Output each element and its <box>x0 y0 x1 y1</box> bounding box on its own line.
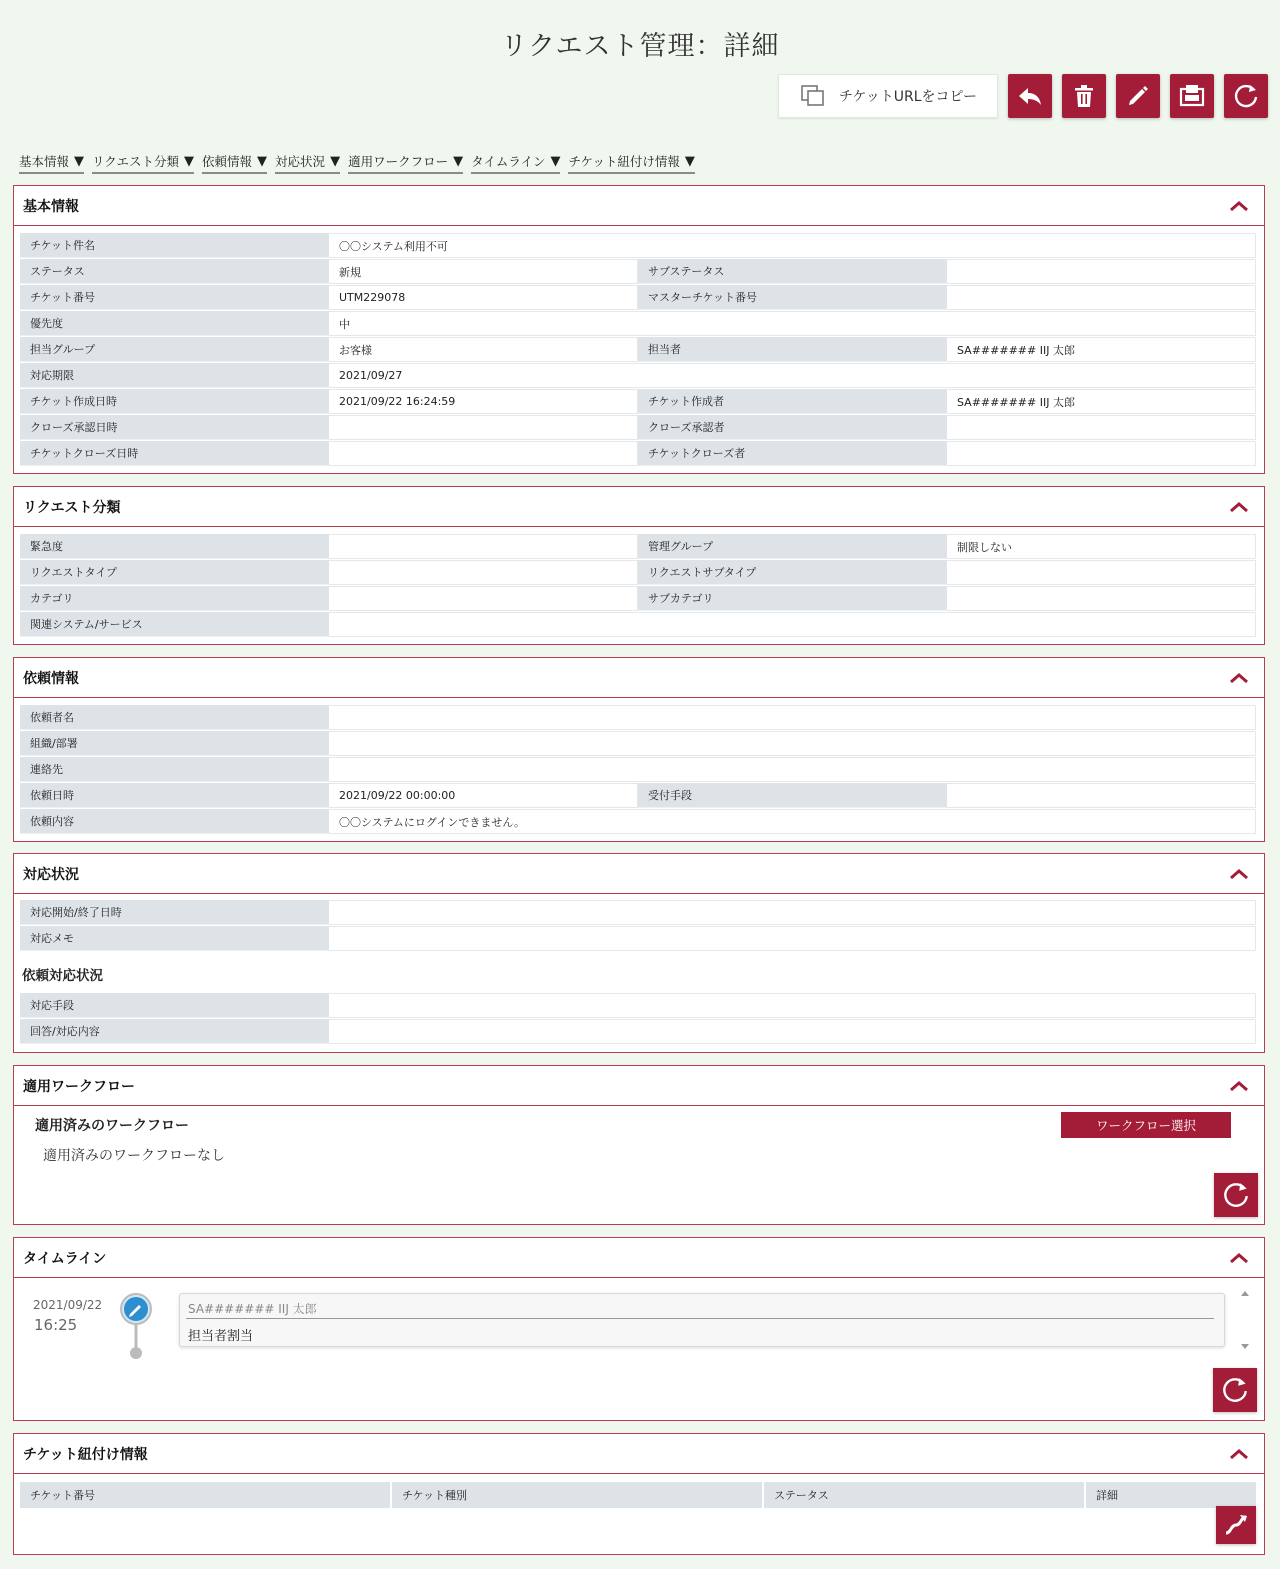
copy-icon <box>801 85 825 107</box>
anchor-timeline[interactable]: タイムライン ▼ <box>471 152 560 174</box>
triangle-down-icon: ▼ <box>453 153 464 169</box>
timeline-section <box>13 1237 1265 1421</box>
field-row: 依頼内容 〇〇システムにログインできません。 <box>20 809 1256 835</box>
field-row: 組織/部署 <box>20 731 1256 757</box>
field-row: 関連システム/サービス <box>20 612 1256 638</box>
basic-info-section <box>13 185 1265 474</box>
field-row: ステータス 新規 サブステータス <box>20 259 1256 285</box>
triangle-down-icon: ▼ <box>330 153 341 169</box>
workflow-select-button[interactable]: ワークフロー選択 <box>1061 1112 1231 1138</box>
timeline-time: 16:25 <box>34 1316 78 1334</box>
field-row: 連絡先 <box>20 757 1256 783</box>
field-row: 依頼者名 <box>20 705 1256 731</box>
section-header[interactable] <box>14 487 1264 527</box>
section-header[interactable] <box>14 1434 1264 1474</box>
workflow-section <box>13 1065 1265 1225</box>
timeline-edit-marker-icon <box>119 1292 153 1362</box>
timeline-message: 担当者割当 <box>188 1329 254 1344</box>
anchor-workflow[interactable]: 適用ワークフロー ▼ <box>348 152 463 174</box>
field-row: チケットクローズ日時 チケットクローズ者 <box>20 441 1256 467</box>
timeline-scrollbar[interactable] <box>1238 1286 1252 1354</box>
field-row: 対応メモ <box>20 926 1256 952</box>
column-header: 詳細 <box>1096 1489 1118 1502</box>
section-header[interactable] <box>14 658 1264 698</box>
refresh-button[interactable] <box>1224 74 1268 118</box>
copy-url-button[interactable] <box>778 74 998 118</box>
ticket-links-table-header <box>20 1482 1256 1508</box>
anchor-basic[interactable]: 基本情報 ▼ <box>19 152 84 174</box>
field-row: 緊急度 管理グループ 制限しない <box>20 534 1256 560</box>
triangle-down-icon: ▼ <box>184 153 195 169</box>
section-title: 基本情報 <box>23 198 79 215</box>
field-row: チケット番号 UTM229078 マスターチケット番号 <box>20 285 1256 311</box>
basic-info-grid <box>20 233 1256 467</box>
classification-section <box>13 486 1265 645</box>
section-title: 依頼情報 <box>23 670 79 687</box>
workflow-refresh-button[interactable] <box>1214 1173 1258 1217</box>
column-header: ステータス <box>764 1482 1086 1508</box>
chevron-up-icon[interactable] <box>1228 1079 1250 1093</box>
chevron-up-icon[interactable] <box>1228 500 1250 514</box>
field-row: 対応期限 2021/09/27 <box>20 363 1256 389</box>
ticket-links-section <box>13 1433 1265 1555</box>
column-header: チケット種別 <box>392 1482 764 1508</box>
triangle-down-icon: ▼ <box>257 153 268 169</box>
classification-grid <box>20 534 1256 638</box>
applied-workflow-empty: 適用済みのワークフローなし <box>43 1148 225 1164</box>
status-section <box>13 853 1265 1053</box>
chevron-up-icon[interactable] <box>1228 1447 1250 1461</box>
toolbar <box>778 74 1268 118</box>
field-row: クローズ承認日時 クローズ承認者 <box>20 415 1256 441</box>
anchor-request[interactable]: 依頼情報 ▼ <box>202 152 267 174</box>
section-header[interactable] <box>14 854 1264 894</box>
copy-url-label: チケットURLをコピー <box>839 89 977 105</box>
status-grid <box>20 900 1256 952</box>
field-row: 担当グループ お客様 担当者 SA####### IIJ 太郎 <box>20 337 1256 363</box>
section-header[interactable] <box>14 1238 1264 1278</box>
triangle-down-icon: ▼ <box>684 153 695 169</box>
back-button[interactable] <box>1008 74 1052 118</box>
anchor-nav <box>19 152 695 174</box>
field-row: 対応手段 <box>20 993 1256 1019</box>
timeline-author: SA####### IIJ 太郎 <box>188 1302 317 1316</box>
triangle-down-icon: ▼ <box>74 153 85 169</box>
request-info-section <box>13 657 1265 842</box>
chevron-up-icon[interactable] <box>1228 199 1250 213</box>
anchor-links[interactable]: チケット紐付け情報 ▼ <box>568 152 694 174</box>
field-row: チケット作成日時 2021/09/22 16:24:59 チケット作成者 SA####### IIJ 太郎 <box>20 389 1256 415</box>
section-header[interactable] <box>14 1066 1264 1106</box>
field-row: チケット件名 〇〇システム利用不可 <box>20 233 1256 259</box>
export-icon <box>1179 84 1205 108</box>
chevron-up-icon[interactable] <box>1228 867 1250 881</box>
section-header[interactable] <box>14 186 1264 226</box>
chevron-up-icon[interactable] <box>1228 1251 1250 1265</box>
page-title: リクエスト管理：詳細 <box>500 31 780 62</box>
back-icon <box>1017 84 1043 108</box>
field-row: 優先度 中 <box>20 311 1256 337</box>
timeline-date: 2021/09/22 <box>33 1298 103 1312</box>
field-row: カテゴリ サブカテゴリ <box>20 586 1256 612</box>
applied-workflow-title: 適用済みのワークフロー <box>35 1118 189 1134</box>
field-row: 回答/対応内容 <box>20 1019 1256 1045</box>
section-title: リクエスト分類 <box>23 499 121 516</box>
column-header: チケット番号 <box>20 1482 392 1508</box>
trash-icon <box>1073 84 1095 108</box>
section-title: タイムライン <box>23 1250 107 1267</box>
section-title: 対応状況 <box>23 866 79 883</box>
chevron-up-icon[interactable] <box>1228 671 1250 685</box>
sub-section-title: 依頼対応状況 <box>22 968 103 984</box>
link-icon <box>1223 1513 1249 1537</box>
triangle-down-icon: ▼ <box>550 153 561 169</box>
delete-button[interactable] <box>1062 74 1106 118</box>
section-title: 適用ワークフロー <box>23 1078 135 1095</box>
anchor-classification[interactable]: リクエスト分類 ▼ <box>92 152 194 174</box>
refresh-icon <box>1220 1375 1250 1405</box>
status-sub-grid <box>20 993 1256 1045</box>
field-row: リクエストタイプ リクエストサブタイプ <box>20 560 1256 586</box>
timeline-entry <box>179 1293 1225 1347</box>
divider <box>186 1318 1214 1319</box>
anchor-status[interactable]: 対応状況 ▼ <box>275 152 340 174</box>
field-row: 依頼日時 2021/09/22 00:00:00 受付手段 <box>20 783 1256 809</box>
request-info-grid <box>20 705 1256 835</box>
pencil-icon <box>1126 84 1150 108</box>
timeline-refresh-button[interactable] <box>1213 1368 1257 1412</box>
refresh-icon <box>1221 1180 1251 1210</box>
export-button[interactable] <box>1170 74 1214 118</box>
section-title: チケット紐付け情報 <box>23 1446 148 1463</box>
field-row: 対応開始/終了日時 <box>20 900 1256 926</box>
refresh-icon <box>1232 82 1260 110</box>
link-ticket-button[interactable] <box>1216 1506 1256 1544</box>
edit-button[interactable] <box>1116 74 1160 118</box>
